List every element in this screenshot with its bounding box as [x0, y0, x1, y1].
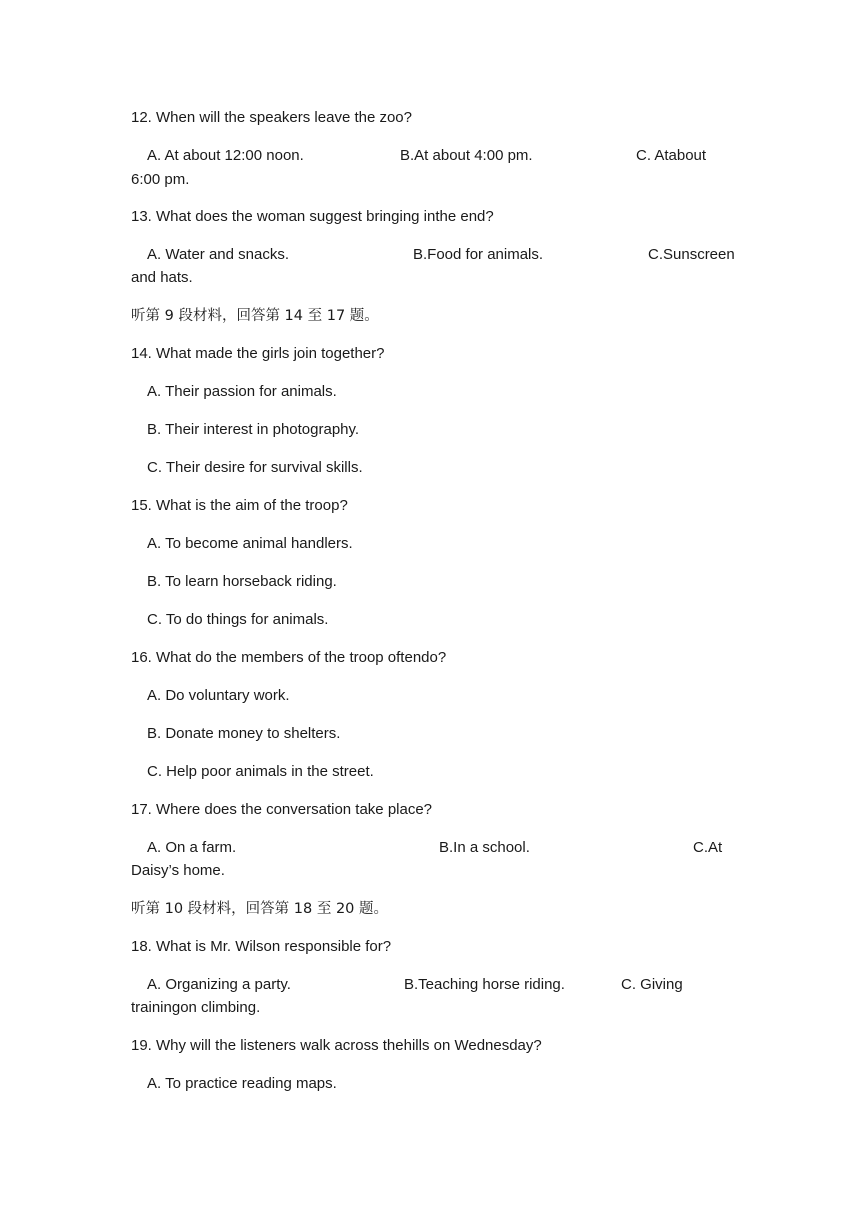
question-15-option-c: C. To do things for animals. — [147, 611, 329, 628]
question-12-option-c: C. Atabout — [636, 147, 707, 164]
question-16-option-b: B. Donate money to shelters. — [147, 725, 341, 742]
question-19: 19. Why will the listeners walk across thehills on Wednesday? — [131, 1037, 542, 1054]
question-15: 15. What is the aim of the troop? — [131, 497, 348, 514]
question-19-option-a: A. To practice reading maps. — [147, 1075, 337, 1092]
question-18: 18. What is Mr. Wilson responsible for? — [131, 938, 392, 955]
question-18-option-c-cont: trainingon climbing. — [131, 999, 261, 1016]
question-16-option-c: C. Help poor animals in the street. — [147, 763, 374, 780]
section-9-instruction: 听第 9 段材料，回答第 14 至 17 题。 — [131, 308, 379, 324]
question-16-option-a: A. Do voluntary work. — [147, 687, 290, 704]
question-18-option-b: B.Teaching horse riding. — [404, 976, 565, 993]
question-12-option-a: A. At about 12:00 noon. — [147, 147, 304, 164]
question-15-option-b: B. To learn horseback riding. — [147, 573, 337, 590]
question-14-option-c: C. Their desire for survival skills. — [147, 459, 363, 476]
question-14-option-b: B. Their interest in photography. — [147, 421, 360, 438]
question-17-option-a: A. On a farm. — [147, 839, 237, 856]
question-13-option-c: C.Sunscreen — [648, 246, 735, 263]
question-13: 13. What does the woman suggest bringing inthe end? — [131, 208, 494, 225]
question-15-option-a: A. To become animal handlers. — [147, 535, 353, 552]
question-17: 17. Where does the conversation take place? — [131, 801, 433, 818]
question-12: 12. When will the speakers leave the zoo? — [131, 109, 412, 126]
question-13-option-a: A. Water and snacks. — [147, 246, 290, 263]
question-12-option-c-cont: 6:00 pm. — [131, 171, 190, 188]
question-18-option-c: C. Giving — [621, 976, 683, 993]
question-14-option-a: A. Their passion for animals. — [147, 383, 337, 400]
question-17-option-c: C.At — [693, 839, 723, 856]
question-16: 16. What do the members of the troop oftendo? — [131, 649, 447, 666]
question-17-option-b: B.In a school. — [439, 839, 530, 856]
question-17-option-c-cont: Daisy’s home. — [131, 862, 225, 879]
question-12-option-b: B.At about 4:00 pm. — [400, 147, 533, 164]
question-14: 14. What made the girls join together? — [131, 345, 385, 362]
section-10-instruction: 听第 10 段材料，回答第 18 至 20 题。 — [131, 901, 389, 917]
question-13-option-c-cont: and hats. — [131, 269, 193, 286]
question-18-option-a: A. Organizing a party. — [147, 976, 291, 993]
question-13-option-b: B.Food for animals. — [413, 246, 544, 263]
